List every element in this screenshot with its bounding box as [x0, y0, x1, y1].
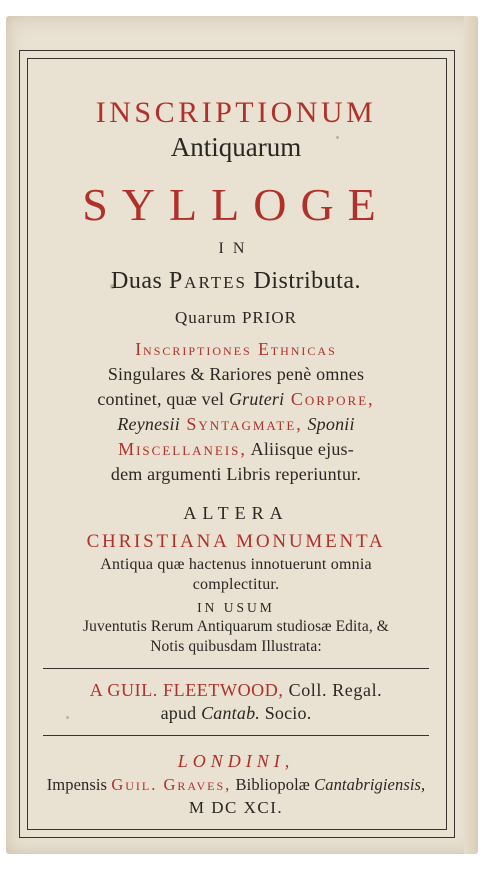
syntagmate-text: Syntagmate,	[179, 414, 303, 434]
distributa-text: Distributa.	[247, 268, 361, 294]
quarum-prior-line	[29, 308, 443, 328]
imprint-impensis-line	[29, 775, 443, 795]
quarum-text: Quarum	[174, 308, 242, 327]
impensis-text: Impensis	[46, 775, 112, 794]
author-college: Coll. Regal.	[283, 680, 383, 700]
divider-rule-upper	[43, 668, 429, 669]
aliisque-text: Aliisque ejus-	[246, 439, 354, 459]
author-name: A GUIL. FLEETWOOD,	[89, 680, 284, 700]
antiqua-line: Antiqua quæ hactenus innotuerunt omnia	[100, 556, 372, 573]
socio-text: Socio.	[260, 703, 312, 723]
title-sylloge: SYLLOGE	[82, 179, 390, 230]
corpore-text: Corpore,	[284, 389, 375, 409]
juventutis-line: Juventutis Rerum Antiquarum studiosæ Edita, &	[83, 618, 389, 635]
reynesii-text: Reynesii	[117, 414, 180, 434]
altera-heading: ALTERA	[183, 503, 289, 523]
cantab-text: Cantab.	[201, 703, 260, 723]
author-line	[29, 680, 443, 701]
body-line-2-a: continet, quæ vel	[97, 389, 229, 409]
duas-partes-line	[29, 268, 443, 295]
body-line-4	[29, 439, 443, 460]
publisher-name: Guil. Graves,	[111, 775, 232, 794]
body-line-5: dem argumenti Libris reperiuntur.	[110, 464, 362, 484]
apud-text: apud	[160, 703, 202, 723]
miscellaneis-text: Miscellaneis,	[118, 439, 247, 459]
inscriptiones-ethnicas: Inscriptiones Ethnicas	[135, 339, 337, 359]
apud-line	[29, 703, 443, 724]
imprint-londini: LONDINI,	[177, 751, 295, 771]
duas-text: Duas	[111, 268, 169, 294]
gruteri-text: Gruteri	[228, 389, 285, 409]
complectitur-line: complectitur.	[192, 576, 280, 593]
bibliopolae-text: Bibliopolæ	[231, 775, 315, 794]
in-usum-heading: IN USUM	[197, 600, 275, 615]
title-antiquarum: Antiquarum	[170, 132, 302, 162]
page-edge	[464, 16, 478, 854]
divider-rule-lower	[43, 735, 429, 736]
title-page	[6, 16, 478, 854]
sponii-text: Sponii	[302, 414, 355, 434]
christiana-monumenta: CHRISTIANA MONUMENTA	[86, 531, 386, 552]
cantabrigiensis-text: Cantabrigiensis,	[314, 775, 426, 794]
prior-text: PRIOR	[241, 308, 298, 327]
title-inscriptionum: INSCRIPTIONUM	[95, 96, 377, 129]
partes-text: Partes	[168, 268, 247, 294]
title-in: IN	[218, 240, 254, 257]
notis-line: Notis quibusdam Illustrata:	[150, 638, 322, 655]
imprint-year: M DC XCI.	[188, 798, 284, 817]
body-line-1: Singulares & Rariores penè omnes	[107, 364, 365, 384]
body-line-2	[29, 389, 443, 410]
body-line-3	[29, 414, 443, 435]
title-page-text-block	[29, 60, 443, 826]
